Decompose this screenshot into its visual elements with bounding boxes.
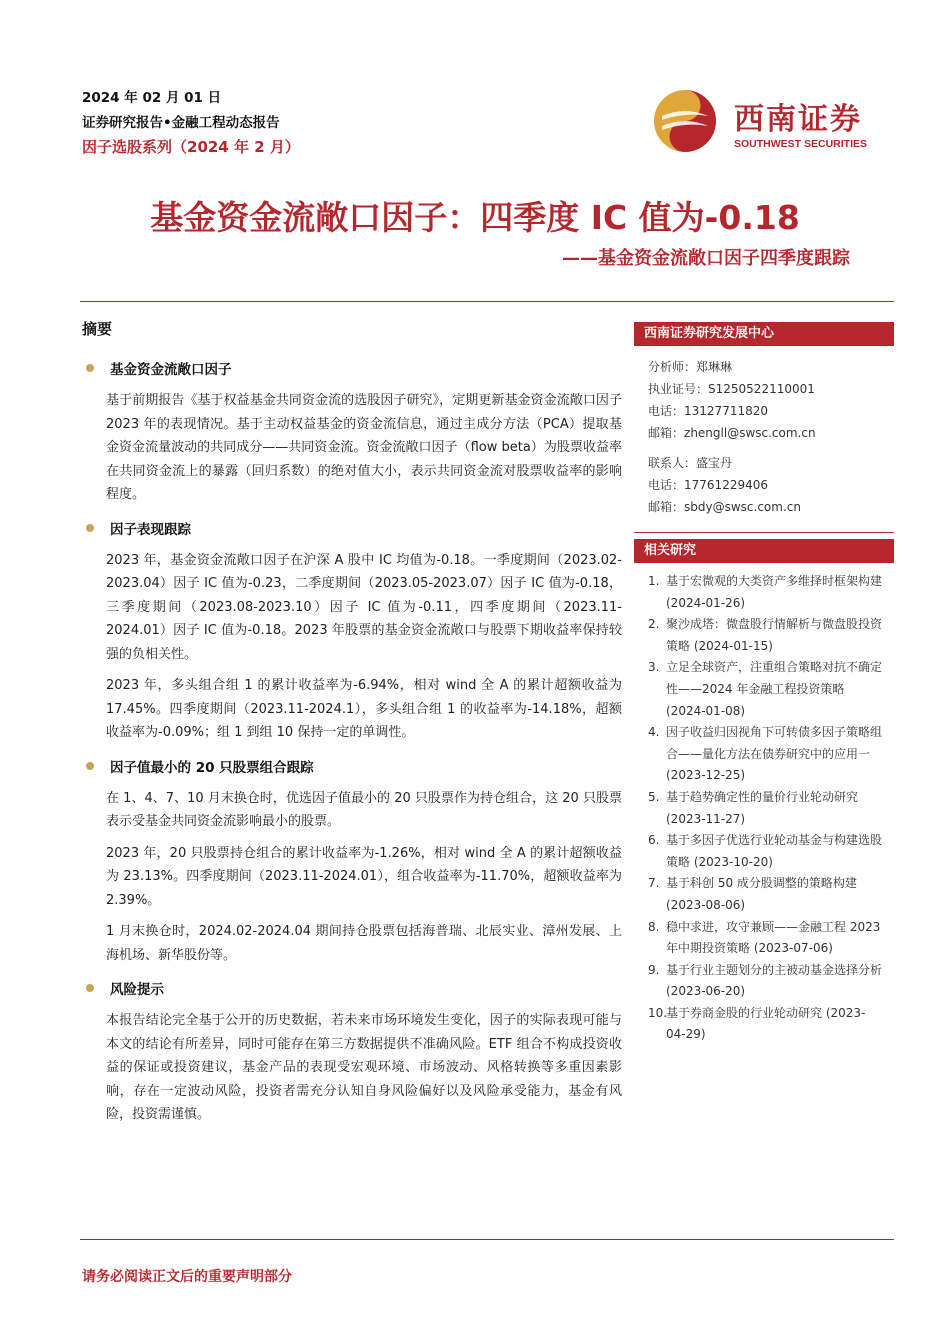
- research-center-title: 西南证券研究发展中心: [634, 322, 894, 346]
- bullet-icon: [86, 364, 94, 372]
- section-heading: [82, 755, 622, 777]
- related-item[interactable]: 8. 稳中求进，攻守兼顾——金融工程 2023 年中期投资策略 (2023-07-06): [648, 919, 881, 956]
- paragraph: 2023 年，基金资金流敞口因子在沪深 A 股中 IC 均值为-0.18。一季度期间（2023.02-2023.04）因子 IC 值为-0.23，二季度期间（2023.05-2023.07）因子 IC 值为-0.18，三季度期间（2023.08-2023.10）因子 IC 值为-0.11，四季度期间（2023.11-2024.01）因子 IC 值为-0.18。2023 年股票的基金资金流敞口与股票下期收益率保持较强的负相关性。: [106, 552, 622, 662]
- report-date: 2024 年 02 月 01 日: [82, 90, 222, 106]
- related-item[interactable]: 2. 聚沙成塔：微盘股行情解析与微盘股投资策略 (2024-01-15): [648, 617, 883, 653]
- related-item[interactable]: 1. 基于宏微观的大类资产多维择时框架构建 (2024-01-26): [648, 574, 883, 610]
- contact-row: 联系人：盛宝丹: [648, 456, 733, 470]
- sidebar-divider: [634, 532, 894, 533]
- logo-name-cn: 西南证券: [734, 102, 862, 137]
- analyst-row: 分析师：郑琳琳: [648, 360, 733, 374]
- related-item[interactable]: 3. 立足全球资产，注重组合策略对抗不确定性——2024 年金融工程投资策略 (2024-01-08): [648, 660, 883, 718]
- abstract-column: [82, 318, 622, 1127]
- related-research-list: [634, 563, 894, 1046]
- analyst-info: [634, 346, 894, 518]
- related-item[interactable]: 5. 基于趋势确定性的量价行业轮动研究 (2023-11-27): [648, 789, 859, 826]
- section-title: 因子值最小的 20 只股票组合跟踪: [110, 759, 314, 776]
- section-heading: [82, 517, 622, 539]
- contact-email[interactable]: 邮箱：sbdy@swsc.com.cn: [648, 500, 801, 514]
- header-divider: [80, 301, 894, 302]
- section-title: 基金资金流敞口因子: [110, 362, 232, 378]
- contact-row: 电话：17761229406: [648, 478, 768, 492]
- section-fund-flow-factor: [82, 357, 622, 507]
- related-item[interactable]: 10. 基于券商金股的行业轮动研究 (2023-04-29): [648, 1005, 866, 1042]
- paragraph: 2023 年，20 只股票持仓组合的累计收益率为-1.26%，相对 wind 全 A 的累计超额收益为 23.13%。四季度期间（2023.11-2024.01），组合收益率为-11.70%，超额收益率为 2.39%。: [106, 845, 622, 908]
- paragraph: 基于前期报告《基于权益基金共同资金流的选股因子研究》，定期更新基金资金流敞口因子 2023 年的表现情况。基于主动权益基金的资金流信息，通过主成分方法（PCA）提取基金资金流量波动的共同成分——共同资金流。资金流敞口因子（flow beta）为股票收益率在共同资金流上的暴露（回归系数）的绝对值大小，表示共同资金流对股票收益率的影响程度。: [106, 393, 622, 502]
- paragraph: 2023 年，多头组合组 1 的累计收益率为-6.94%，相对 wind 全 A 的累计超额收益为 17.45%。四季度期间（2023.11-2024.1），多头组合组 1 的收益率为-14.18%，超额收益率为-0.09%；组 1 到组 10 保持一定的单调性。: [106, 678, 622, 740]
- report-series: 因子选股系列（2024 年 2 月）: [82, 138, 300, 156]
- related-item[interactable]: 6. 基于多因子优选行业轮动基金与构建选股策略 (2023-10-20): [648, 833, 883, 869]
- related-item[interactable]: 9. 基于行业主题划分的主被动基金选择分析 (2023-06-20): [648, 962, 883, 999]
- related-item[interactable]: 7. 基于科创 50 成分股调整的策略构建 (2023-08-06): [648, 876, 857, 912]
- logo-emblem-icon: [650, 86, 720, 156]
- bullet-icon: [86, 984, 94, 992]
- footer-divider: [80, 1239, 894, 1240]
- bullet-icon: [86, 762, 94, 770]
- report-type: 证券研究报告•金融工程动态报告: [82, 115, 280, 131]
- abstract-heading: 摘要: [82, 320, 113, 338]
- logo-name-en: SOUTHWEST SECURITIES: [734, 138, 868, 150]
- paragraph: 本报告结论完全基于公开的历史数据，若未来市场环境发生变化，因子的实际表现可能与本文的结论有所差异，同时可能存在第三方数据提供不准确风险。ETF 组合不构成投资收益的保证或投资建议，基金产品的表现受宏观环境、市场波动、风格转换等多重因素影响，存在一定波动风险，投资者需充分认知自身风险偏好以及风险承受能力，基金有风险，投资需谨慎。: [106, 1013, 622, 1122]
- bullet-icon: [86, 524, 94, 532]
- paragraph: 1 月末换仓时，2024.02-2024.04 期间持仓股票包括海普瑞、北辰实业、漳州发展、上海机场、新华股份等。: [106, 924, 622, 963]
- section-title: 因子表现跟踪: [110, 521, 191, 538]
- analyst-row: 电话：13127711820: [648, 404, 768, 418]
- analyst-email[interactable]: 邮箱：zhengll@swsc.com.cn: [648, 426, 816, 440]
- related-item[interactable]: 4. 因子收益归因视角下可转债多因子策略组合——量化方法在债券研究中的应用一 (2023-12-25): [648, 725, 883, 783]
- section-heading: [82, 357, 622, 379]
- section-heading: [82, 977, 622, 999]
- section-title: 风险提示: [110, 982, 164, 998]
- paragraph: 在 1、4、7、10 月末换仓时，优选因子值最小的 20 只股票作为持仓组合，这 20 只股票表示受基金共同资金流影响最小的股票。: [106, 790, 622, 829]
- report-subtitle: ——基金资金流敞口因子四季度跟踪: [562, 248, 850, 269]
- sidebar: [634, 322, 894, 1046]
- report-title: 基金资金流敞口因子：四季度 IC 值为-0.18: [150, 198, 800, 237]
- related-research-title: 相关研究: [634, 539, 894, 563]
- company-logo: [650, 86, 890, 156]
- section-portfolio-tracking: [82, 755, 622, 968]
- section-factor-performance: [82, 517, 622, 745]
- footer-disclaimer: 请务必阅读正文后的重要声明部分: [82, 1269, 292, 1285]
- section-risk-warning: [82, 977, 622, 1127]
- analyst-row: 执业证号：S1250522110001: [648, 382, 815, 396]
